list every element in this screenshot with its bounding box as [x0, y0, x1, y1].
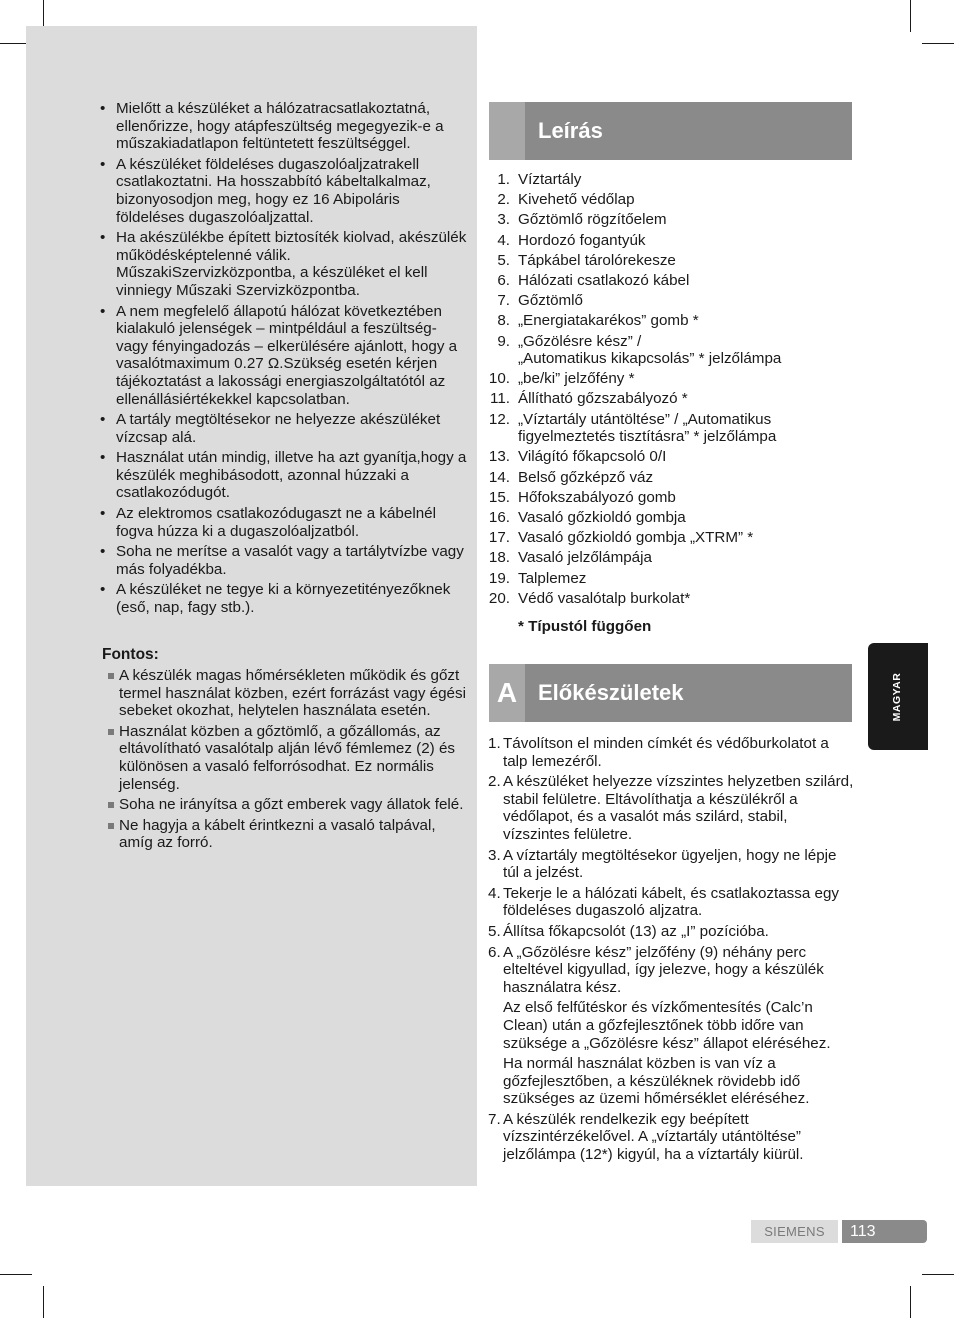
parts-list: [488, 171, 852, 610]
parts-list-item: [488, 570, 852, 588]
parts-list-item: [488, 529, 852, 547]
step-text: A víztartály megtöltésekor ügyeljen, hogy ne lépje túl a jelzést.: [503, 846, 837, 882]
parts-list-item: [488, 509, 852, 527]
item-number: 12.: [488, 410, 510, 428]
step-text: Tekerje le a hálózati kábelt, és csatlakoztassa egy földeléses dugaszoló aljzatra.: [503, 884, 839, 920]
safety-bullet: • Ha akészülékbe épített biztosíték kiolvad, akészülék működésképtelenné válik. MűszakiSzervizközpontba, a készüléket el kell vinniegy Műszaki Szervizközpontba.: [100, 229, 472, 299]
safety-bullet-list: [100, 100, 472, 620]
step-number: 6.: [488, 943, 501, 961]
parts-list-item: [488, 448, 852, 466]
important-heading: Fontos:: [102, 646, 159, 663]
step-item: [488, 1111, 854, 1164]
item-number: 6.: [497, 271, 510, 289]
item-label: Hordozó fogantyúk: [518, 231, 646, 249]
step-number: 4.: [488, 884, 501, 902]
item-label: Tápkábel tárolórekesze: [518, 251, 676, 269]
language-label: MAGYAR: [891, 672, 904, 721]
safety-bullet: • A készüléket ne tegye ki a környezetitényezőknek (eső, nap, fagy stb.).: [100, 581, 472, 616]
item-number: 16.: [488, 509, 510, 526]
item-number: 9.: [497, 332, 510, 350]
item-number: 14.: [488, 468, 510, 486]
item-number: 8.: [497, 312, 510, 330]
parts-list-item: [488, 411, 852, 446]
item-label: „Energiatakarékos” gomb *: [518, 312, 699, 330]
item-label-multiline: [518, 411, 776, 446]
parts-list-item: [488, 211, 852, 229]
item-number: 7.: [497, 292, 510, 310]
page-footer: [751, 1220, 927, 1243]
item-label-line: „Víztartály utántöltése” / „Automatikus: [518, 410, 772, 428]
item-number: 18.: [488, 549, 510, 567]
item-label: „be/ki” jelzőfény *: [518, 370, 635, 388]
step-item: [488, 944, 854, 1108]
item-label: Állítható gőzszabályozó *: [518, 390, 688, 408]
parts-list-item: [488, 333, 852, 368]
item-number: 15.: [488, 488, 510, 506]
step-number: 3.: [488, 846, 501, 864]
crop-mark: [0, 1274, 32, 1275]
step-number: 2.: [488, 773, 501, 791]
item-label: Vasaló gőzkioldó gombja „XTRM” *: [518, 529, 754, 547]
description-title: Leírás: [538, 118, 603, 144]
step-text: A „Gőzölésre kész” jelzőfény (9) néhány perc elteltével kigyullad, így jelezve, hogy a készülék használatra kész.: [503, 943, 824, 996]
safety-bullet: • A készüléket földeléses dugaszolóaljzatrakell csatlakoztatni. Ha hosszabbító kábeltalkalmaz, bizonyosodjon meg, hogy ez 16 Abipoláris földeléses dugaszolóaljzattal.: [100, 156, 472, 226]
item-label: Hálózati csatlakozó kábel: [518, 271, 690, 289]
item-number: 11.: [490, 390, 510, 408]
page-number: 113: [842, 1220, 927, 1243]
parts-list-item: [488, 590, 852, 608]
item-number: 2.: [497, 191, 510, 209]
step-item: [488, 847, 854, 882]
item-label: Kivehető védőlap: [518, 191, 635, 209]
parts-list-item: [488, 171, 852, 189]
item-label: Vasaló gőzkioldó gombja: [518, 509, 686, 526]
step-number: 1.: [488, 735, 501, 752]
step-text: A készülék rendelkezik egy beépített vízszintérzékelővel. A „víztartály utántöltése” jelzőlámpa (12*) kigyúl, ha a víztartály kiürül.: [503, 1110, 804, 1164]
important-list: [106, 667, 472, 855]
parts-list-item: [488, 312, 852, 330]
item-number: 1.: [497, 171, 510, 188]
crop-mark: [922, 43, 954, 44]
step-text: Távolítson el minden címkét és védőburkolatot a talp lemezéről.: [503, 735, 829, 770]
parts-list-item: [488, 489, 852, 507]
item-number: 20.: [488, 589, 510, 607]
important-item: A készülék magas hőmérsékleten működik és gőzt termel használat közben, ezért forrázást vagy égési sebeket okozhat, helytelen használata esetén.: [106, 667, 472, 720]
preparation-steps: [488, 735, 854, 1167]
safety-bullet: • Használat után mindig, illetve ha azt gyanítja,hogy a készülék meghibásodott, azonnal húzzaki a csatlakozódugót.: [100, 449, 472, 502]
parts-list-item: [488, 390, 852, 408]
item-number: 10.: [488, 370, 510, 388]
item-label: Víztartály: [518, 171, 582, 188]
safety-bullet: • Soha ne merítse a vasalót vagy a tartálytvízbe vagy más folyadékba.: [100, 543, 472, 578]
item-label: Belső gőzképző váz: [518, 468, 654, 486]
item-number: 4.: [497, 231, 510, 249]
crop-mark: [922, 1274, 954, 1275]
item-label-line: „Gőzölésre kész” /: [518, 332, 642, 350]
item-label-line: figyelmeztetés tisztításra” * jelzőlámpa: [518, 428, 777, 446]
step-item: [488, 773, 854, 843]
item-label: Talplemez: [518, 569, 587, 587]
parts-list-item: [488, 232, 852, 250]
brand-label: SIEMENS: [751, 1220, 838, 1243]
parts-list-item: [488, 272, 852, 290]
item-label: Védő vasalótalp burkolat*: [518, 589, 691, 607]
step-text: Az első felfűtéskor és vízkőmentesítés (Calc’n Clean) után a gőzfejlesztőnek több időre van szüksége a „Gőzölésre kész” állapot eléréséhez.: [503, 999, 831, 1052]
safety-bullet: • Mielőtt a készüléket a hálózatracsatlakoztatná, ellenőrizze, hogy atápfeszültség megegyezik-e a műszakiadatlapon feltüntetett feszültséggel.: [100, 100, 472, 153]
step-text: Ha normál használat közben is van víz a gőzfejlesztőben, a készüléknek rövidebb idő szükséges az üzemi hőmérséklet eléréséhez.: [503, 1055, 810, 1108]
parts-list-item: [488, 469, 852, 487]
item-number: 13.: [488, 448, 510, 466]
crop-mark: [43, 1286, 44, 1318]
safety-bullet: • Az elektromos csatlakozódugaszt ne a kábelnél fogva húzza ki a dugaszolóaljzatból.: [100, 505, 472, 540]
section-marker: [489, 102, 525, 160]
preparation-section-header: [489, 664, 852, 722]
model-footnote: * Típustól függően: [518, 618, 652, 635]
item-label-line: „Automatikus kikapcsolás” * jelzőlámpa: [518, 350, 782, 368]
item-label: Hőfokszabályozó gomb: [518, 488, 676, 506]
step-number: 7.: [488, 1110, 501, 1128]
description-section-header: [489, 102, 852, 160]
preparation-title: Előkészületek: [538, 680, 684, 706]
crop-mark: [910, 1286, 911, 1318]
safety-bullet: • A nem megfelelő állapotú hálózat következtében kialakuló jelenségek – mintpéldául a feszültség- vagy fényingadozás – elkerülésére ajánlott, hogy a vasalótmaximum 0.27 Ω.Szükség esetén kérjen tájékoztatást a lakossági energiaszolgáltatótól az ellenállásiértékekkel kapcsolatban.: [100, 303, 472, 409]
step-number: 5.: [488, 922, 501, 940]
step-item: [488, 735, 854, 770]
item-number: 5.: [497, 251, 510, 269]
important-item: Ne hagyja a kábelt érintkezni a vasaló talpával, amíg az forró.: [106, 817, 472, 852]
item-number: 17.: [488, 529, 510, 547]
step-item: [488, 885, 854, 920]
step-item: [488, 923, 854, 941]
important-item: Soha ne irányítsa a gőzt emberek vagy állatok felé.: [106, 796, 472, 814]
item-label: Gőztömlő rögzítőelem: [518, 211, 667, 229]
step-text: Állítsa főkapcsolót (13) az „I” pozícióba.: [503, 922, 769, 940]
parts-list-item: [488, 191, 852, 209]
parts-list-item: [488, 252, 852, 270]
safety-bullet: • A tartály megtöltésekor ne helyezze akészüléket vízcsap alá.: [100, 411, 472, 446]
language-tab: [868, 643, 928, 750]
item-label: Gőztömlő: [518, 292, 583, 310]
item-label: Vasaló jelzőlámpája: [518, 549, 652, 567]
important-item: Használat közben a gőztömlő, a gőzállomás, az eltávolítható vasalótalp alján lévő fémlemez (2) és különösen a vasaló felforrósodhat. Ez normális jelenség.: [106, 723, 472, 793]
item-label-multiline: [518, 333, 781, 368]
item-number: 19.: [488, 569, 510, 587]
step-text: A készüléket helyezze vízszintes helyzetben szilárd, stabil felületre. Eltávolíthatja a készülékről a védőlapot, és a vasalót más szilárd, stabil, vízszintes felületre.: [503, 773, 854, 843]
crop-mark: [910, 0, 911, 32]
parts-list-item: [488, 549, 852, 567]
parts-list-item: [488, 292, 852, 310]
parts-list-item: [488, 370, 852, 388]
section-letter: A: [489, 664, 525, 722]
item-label: Világító főkapcsoló 0/I: [518, 448, 667, 466]
item-number: 3.: [497, 211, 510, 229]
